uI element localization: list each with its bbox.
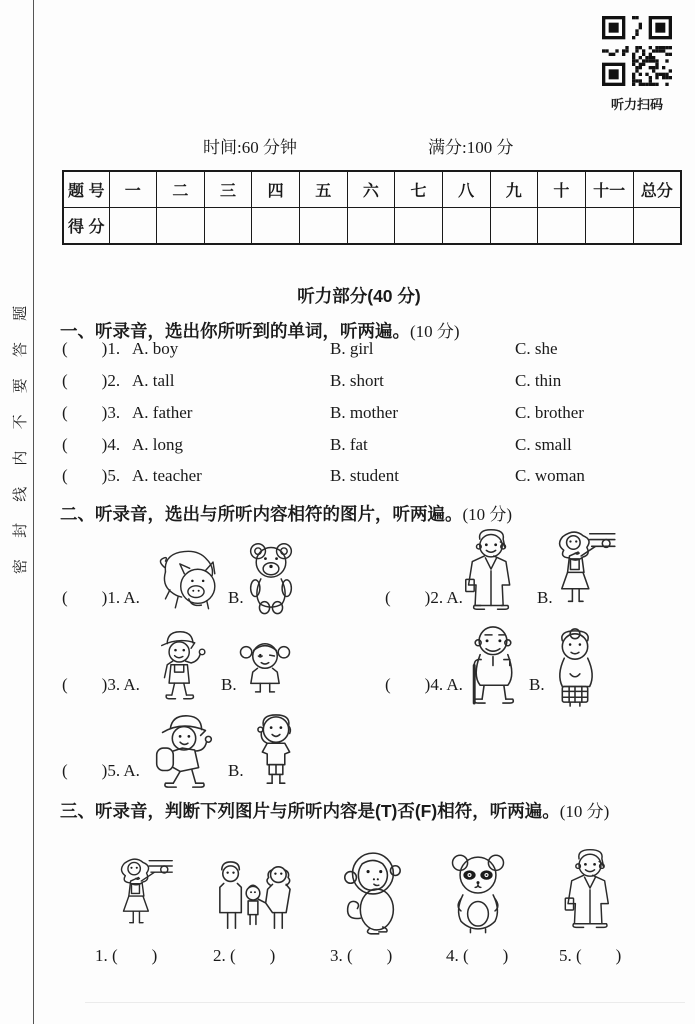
score-cell — [300, 208, 348, 245]
q3-option-b: B. mother — [330, 403, 398, 422]
qr-caption: 听力扫码 — [610, 97, 663, 112]
s2-q2-b-label: B. — [537, 588, 553, 607]
section1-question-row — [62, 435, 695, 459]
monkey-image — [336, 846, 406, 938]
seal-line-text: 密 封 线 内 不 要 答 题 — [12, 305, 29, 575]
teacher-at-blackboard-image — [112, 851, 174, 935]
col-5: 五 — [300, 171, 348, 208]
score-cell — [490, 208, 538, 245]
q1-option-c: C. she — [515, 339, 558, 358]
q4-number: ( )4. — [62, 435, 121, 454]
s2-q3-prefix: ( )3. A. — [62, 675, 140, 694]
col-2: 二 — [157, 171, 205, 208]
q2-option-b: B. short — [330, 371, 384, 390]
score-cell — [157, 208, 205, 245]
boy-waving-image — [246, 713, 306, 791]
s2-q4-b-label: B. — [529, 675, 545, 694]
seal-line-rule — [33, 0, 34, 1024]
s2-q1-prefix: ( )1. A. — [62, 588, 140, 607]
s3-answer-blank-2: 2. ( ) — [213, 946, 276, 965]
q3-option-a: A. father — [132, 403, 193, 422]
pig-image — [150, 545, 224, 615]
q3-option-c: C. brother — [515, 403, 584, 422]
qr-code-icon — [602, 16, 672, 86]
q5-option-c: C. woman — [515, 466, 585, 485]
section1-question-row — [62, 466, 695, 490]
girl-with-pigtails-image — [238, 640, 292, 706]
s2-q4-prefix: ( )4. A. — [385, 675, 463, 694]
q4-option-b: B. fat — [330, 435, 368, 454]
man-in-suit-image — [456, 527, 526, 613]
q1-option-a: A. boy — [132, 339, 179, 358]
q5-number: ( )5. — [62, 466, 121, 485]
score-row-label: 得 分 — [63, 208, 109, 245]
col-7: 七 — [395, 171, 443, 208]
teacher-at-blackboard-image — [549, 528, 617, 610]
section3-score: (10 分) — [559, 802, 610, 821]
score-table — [62, 170, 682, 245]
q5-option-b: B. student — [330, 466, 399, 485]
q2-option-a: A. tall — [132, 371, 175, 390]
s3-answer-blank-4: 4. ( ) — [446, 946, 509, 965]
score-cell — [204, 208, 252, 245]
score-table-header-row — [63, 171, 681, 208]
col-6: 六 — [347, 171, 395, 208]
q3-number: ( )3. — [62, 403, 121, 422]
col-9: 九 — [490, 171, 538, 208]
q1-option-b: B. girl — [330, 339, 374, 358]
section1-title-text: 一、听录音，选出你所听到的单词，听两遍。 — [60, 321, 410, 341]
q1-number: ( )1. — [62, 339, 121, 358]
s2-q5-prefix: ( )5. A. — [62, 761, 140, 780]
score-cell — [252, 208, 300, 245]
col-3: 三 — [204, 171, 252, 208]
scan-artifact-line — [85, 1002, 685, 1003]
col-8: 八 — [442, 171, 490, 208]
boy-with-backpack-image — [146, 711, 222, 791]
section2-title — [60, 500, 512, 526]
listening-section-heading: 听力部分(40 分) — [297, 286, 421, 306]
q4-option-a: A. long — [132, 435, 183, 454]
s2-q3-b-label: B. — [221, 675, 237, 694]
s2-q2-prefix: ( )2. A. — [385, 588, 463, 607]
old-woman-image — [544, 626, 606, 708]
section2-score: (10 分) — [462, 505, 513, 524]
score-table-score-row — [63, 208, 681, 245]
col-11: 十一 — [585, 171, 633, 208]
q2-option-c: C. thin — [515, 371, 562, 390]
section1-question-row — [62, 403, 695, 427]
s3-answer-blank-1: 1. ( ) — [95, 946, 158, 965]
teddy-bear-image — [243, 541, 299, 615]
score-cell — [633, 208, 681, 245]
q2-number: ( )2. — [62, 371, 121, 390]
exam-full-score-label: 满分:100 分 — [428, 138, 514, 157]
section3-title — [60, 797, 609, 823]
listening-qr-code — [602, 16, 672, 86]
s3-answer-blank-5: 5. ( ) — [559, 946, 622, 965]
old-man-with-cane-image — [455, 624, 527, 708]
boy-with-cap-image — [146, 629, 216, 707]
score-cell — [395, 208, 443, 245]
score-cell — [109, 208, 157, 245]
q4-option-c: C. small — [515, 435, 572, 454]
family-image — [208, 860, 298, 938]
col-4: 四 — [252, 171, 300, 208]
exam-time-label: 时间:60 分钟 — [203, 138, 297, 157]
man-with-book-image — [558, 840, 622, 938]
col-10: 十 — [538, 171, 586, 208]
section1-question-row — [62, 339, 695, 363]
score-cell — [538, 208, 586, 245]
s2-q1-b-label: B. — [228, 588, 244, 607]
score-cell — [442, 208, 490, 245]
col-total: 总分 — [633, 171, 681, 208]
panda-image — [444, 848, 512, 938]
section1-score: (10 分) — [410, 322, 460, 341]
score-table-corner: 题 号 — [63, 171, 109, 208]
col-1: 一 — [109, 171, 157, 208]
q5-option-a: A. teacher — [132, 466, 202, 485]
score-cell — [585, 208, 633, 245]
section2-title-text: 二、听录音，选出与所听内容相符的图片，听两遍。 — [60, 504, 463, 524]
s2-q5-b-label: B. — [228, 761, 244, 780]
section3-title-text: 三、听录音，判断下列图片与所听内容是(T)否(F)相符，听两遍。 — [60, 801, 560, 821]
section1-question-row — [62, 371, 695, 395]
score-cell — [347, 208, 395, 245]
s3-answer-blank-3: 3. ( ) — [330, 946, 393, 965]
